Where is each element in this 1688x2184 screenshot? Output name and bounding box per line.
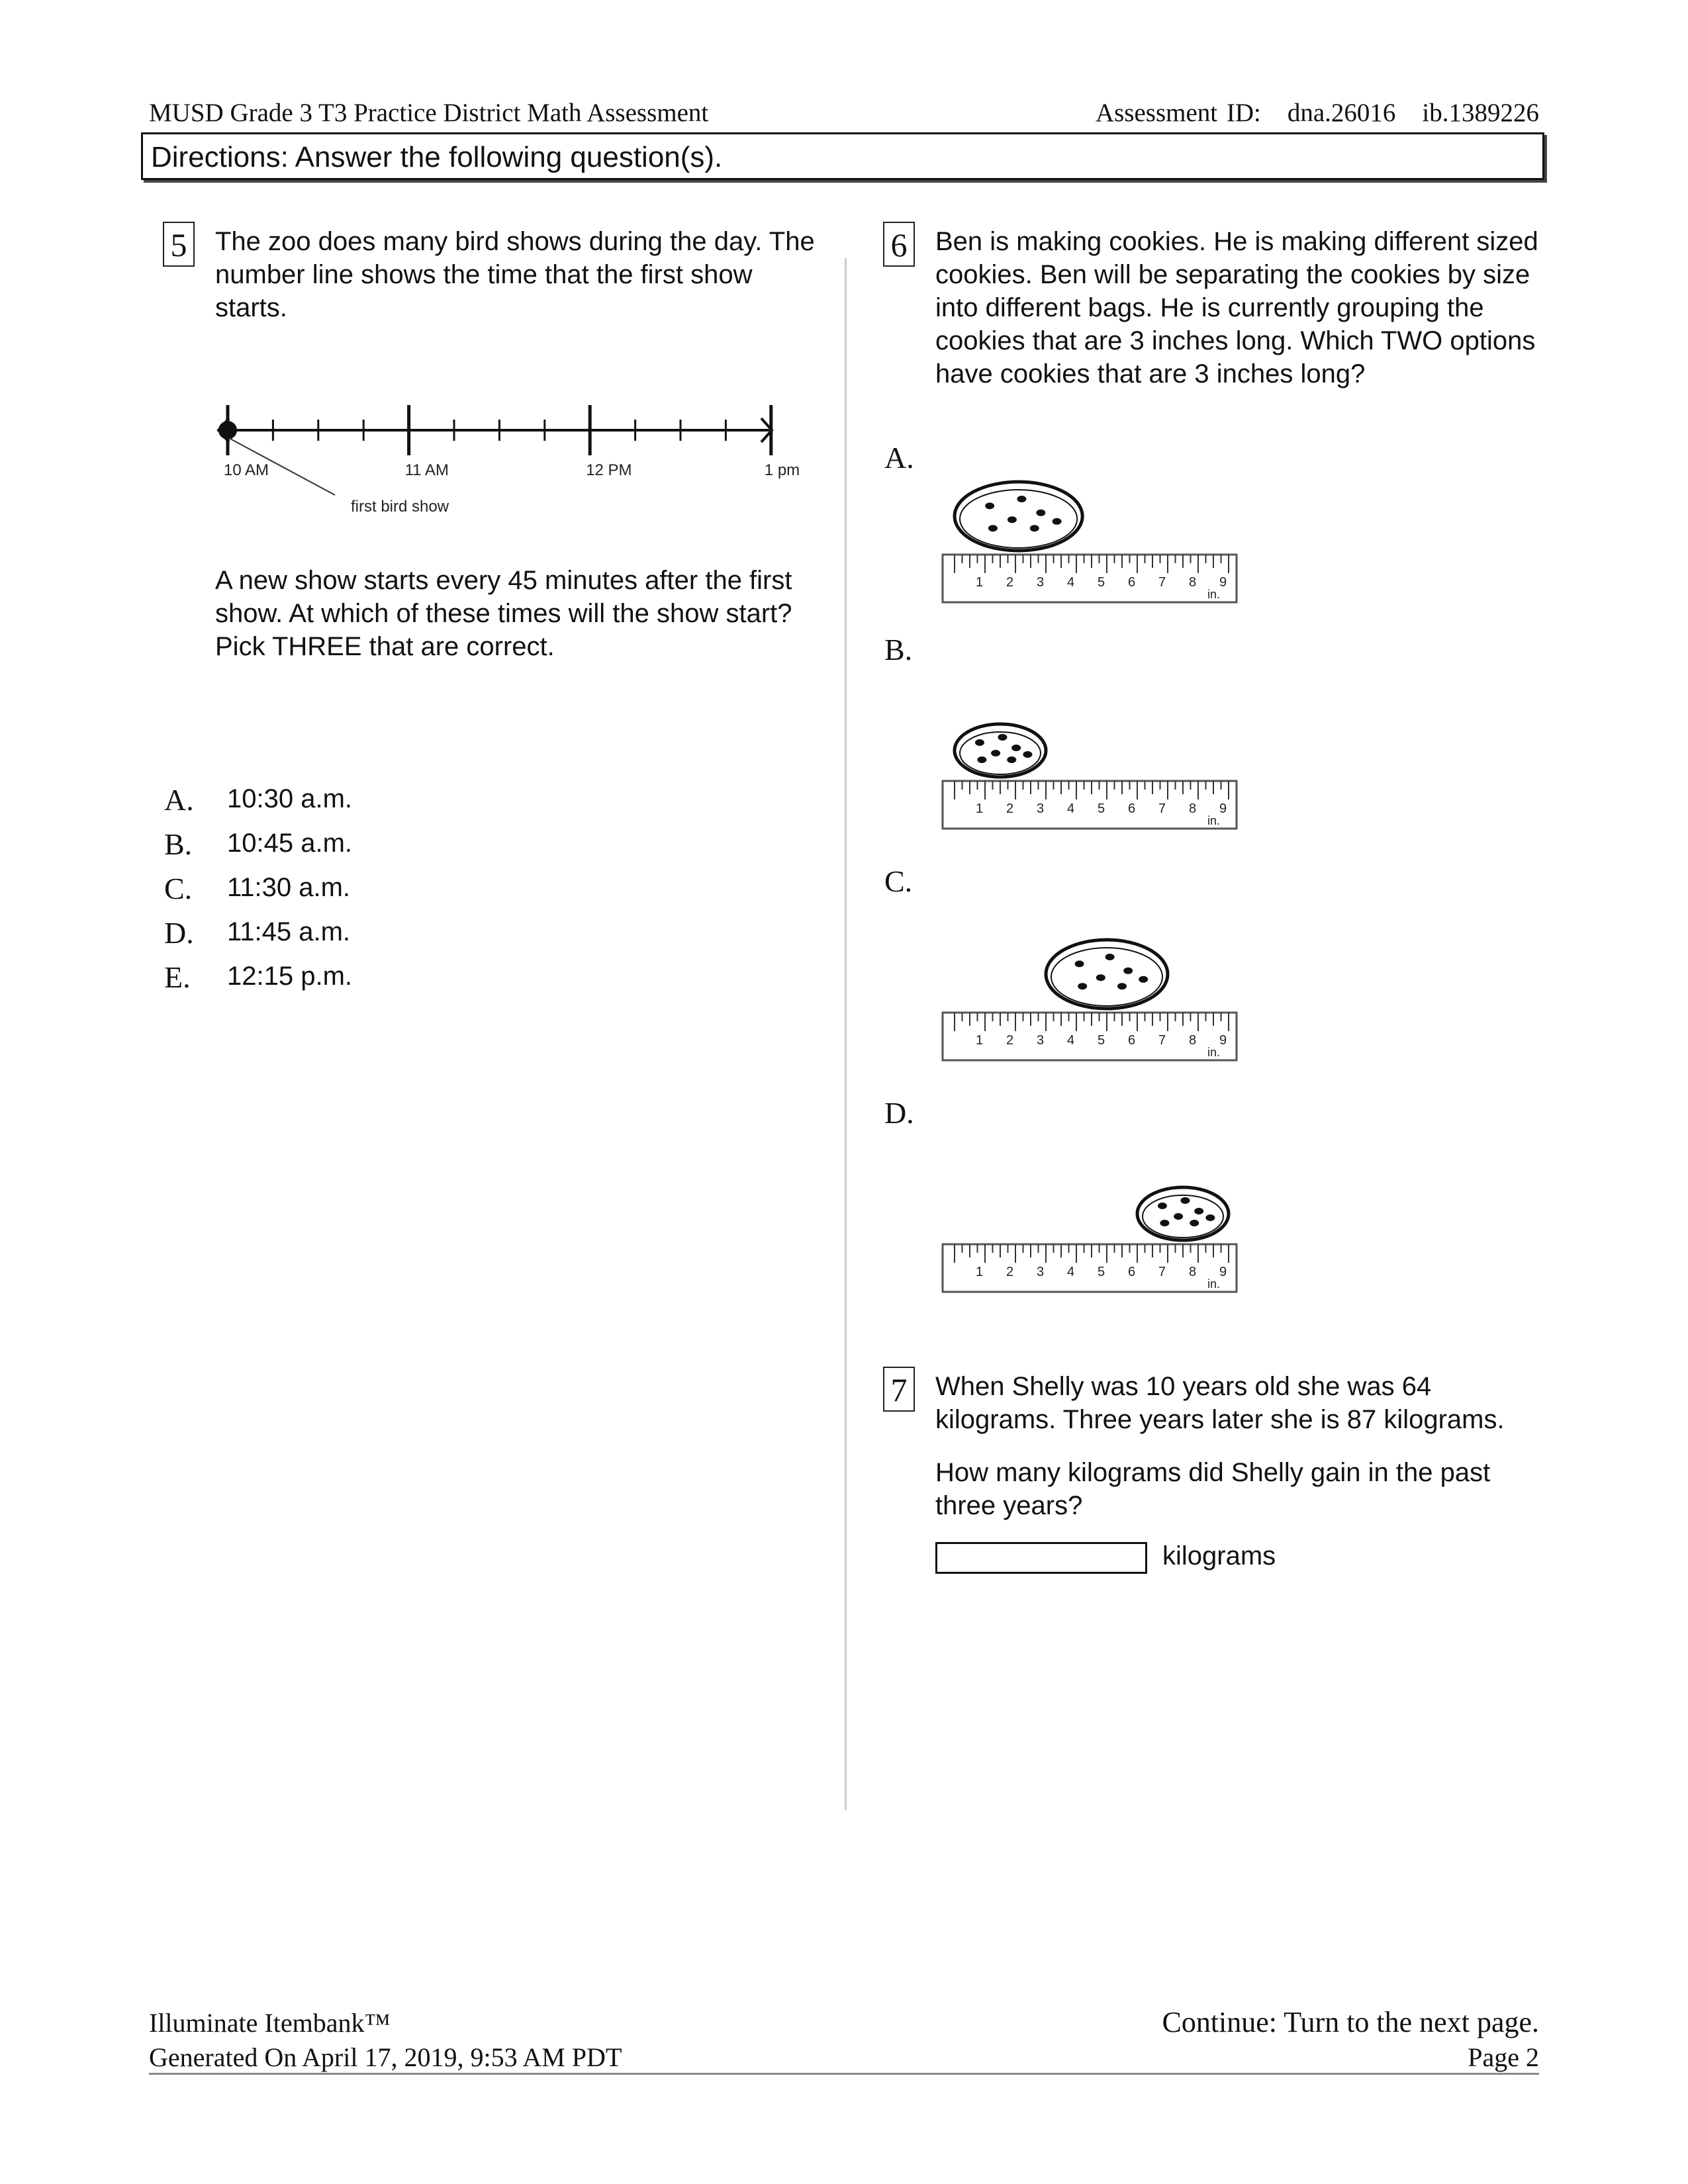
q6-option-d-figure[interactable] [940,1158,1271,1304]
ruler-number: 8 [1189,801,1197,816]
q6-option-b-figure[interactable] [940,695,1271,841]
option-text: 10:30 a.m. [227,784,353,813]
chocolate-chip [1205,1214,1215,1221]
assessment-id: dna.26016 [1287,99,1396,127]
chocolate-chip [985,502,994,509]
q6-option-a-letter[interactable]: A. [884,441,914,475]
footer-continue: Continue: Turn to the next page. [1162,2006,1539,2038]
chocolate-chip [988,525,998,531]
ruler-number: 1 [976,575,984,590]
chocolate-chip [977,756,986,763]
ruler-number: 2 [1006,575,1014,590]
ruler-number: 8 [1189,575,1197,590]
chocolate-chip [975,739,984,746]
chocolate-chip [1008,516,1017,523]
question-5-text: The zoo does many bird shows during the day. The number line shows the time that the first show starts. [215,227,815,322]
chocolate-chip [1117,983,1127,989]
q6-option-c-letter[interactable]: C. [884,864,913,898]
ruler-number: 4 [1067,801,1075,816]
footer-generated: Generated On April 17, 2019, 9:53 AM PDT [149,2042,622,2072]
ruler-number: 3 [1037,1265,1045,1279]
ruler-number: 6 [1128,1033,1136,1048]
option-letter: E. [164,960,191,994]
footer-brand: Illuminate Itembank™ [149,2008,391,2038]
footer-page: Page 2 [1468,2042,1539,2072]
first-show-point [218,421,237,439]
ruler-unit: in. [1207,814,1221,827]
item-bank-id: ib.1389226 [1422,99,1539,127]
number-line-label: 1 pm [764,461,800,479]
column-divider [845,258,847,1810]
callout-label: first bird show [351,498,449,516]
option-d[interactable] [164,915,561,960]
ruler-unit: in. [1207,1046,1221,1059]
assessment-title: MUSD Grade 3 T3 Practice District Math Assessment [149,99,709,127]
ruler-number: 4 [1067,1033,1075,1048]
ruler-number: 9 [1219,1033,1227,1048]
chocolate-chip [1030,525,1039,531]
chocolate-chip [1011,745,1021,751]
number-line-figure [205,390,801,523]
answer-unit: kilograms [1162,1541,1276,1570]
option-letter: D. [164,916,194,950]
number-line-label: 10 AM [224,461,269,479]
ruler-number: 5 [1098,1265,1105,1279]
chocolate-chip [1194,1208,1203,1214]
number-line-label: 11 AM [404,461,449,479]
ruler-number: 7 [1158,1033,1166,1048]
directions-box [141,132,1544,180]
chocolate-chip [998,734,1007,741]
chocolate-chip [1174,1213,1183,1220]
ruler-number: 2 [1006,1265,1014,1279]
assessment-id-label: Assessment ID: [1095,99,1261,127]
q6-option-c-figure[interactable] [940,927,1271,1072]
ruler-number: 6 [1128,1265,1136,1279]
footer-rule [149,2073,1539,2075]
ruler-number: 4 [1067,575,1075,590]
cookie [955,482,1082,551]
chocolate-chip [1075,960,1084,967]
question-6-text: Ben is making cookies. He is making different sized cookies. Ben will be separating the cookies by size into different bags. He is currently grouping the cookies that are 3 inches long. Which TWO options have cookies that are 3 inches long? [935,227,1538,388]
chocolate-chip [1023,751,1032,758]
option-b[interactable] [164,827,561,871]
chocolate-chip [1190,1220,1199,1226]
option-letter: B. [164,827,193,861]
ruler-unit: in. [1207,1277,1221,1291]
chocolate-chip [1160,1220,1169,1226]
ruler-number: 5 [1098,1033,1105,1048]
option-letter: C. [164,872,193,905]
chocolate-chip [1053,518,1062,525]
cookie [1046,940,1168,1009]
question-5-options [164,782,561,1004]
chocolate-chip [1096,974,1105,981]
option-letter: A. [164,783,194,817]
chocolate-chip [1139,976,1148,983]
directions-text: Directions: Answer the following question(s). [151,141,723,173]
question-7-number: 7 [883,1367,915,1412]
chocolate-chip [1017,496,1026,502]
ruler-number: 2 [1006,801,1014,816]
ruler-number: 7 [1158,575,1166,590]
ruler-number: 8 [1189,1033,1197,1048]
ruler-number: 3 [1037,1033,1045,1048]
ruler-number: 1 [976,1033,984,1048]
ruler-unit: in. [1207,588,1221,601]
ruler-number: 1 [976,1265,984,1279]
question-7-text: When Shelly was 10 years old she was 64 kilograms. Three years later she is 87 kilograms. [935,1372,1505,1434]
question-7-prompt: How many kilograms did Shelly gain in the past three years? [935,1458,1491,1520]
option-a[interactable] [164,782,561,827]
ruler-number: 5 [1098,575,1105,590]
chocolate-chip [1036,510,1045,516]
ruler-number: 7 [1158,801,1166,816]
ruler-number: 3 [1037,801,1045,816]
ruler-number: 6 [1128,801,1136,816]
ruler-number: 3 [1037,575,1045,590]
answer-input-box[interactable] [935,1542,1147,1574]
option-text: 10:45 a.m. [227,829,353,858]
ruler-number: 9 [1219,801,1227,816]
option-text: 11:45 a.m. [227,917,351,946]
q6-option-b-letter[interactable]: B. [884,633,913,666]
ruler-number: 5 [1098,801,1105,816]
ruler-number: 9 [1219,1265,1227,1279]
chocolate-chip [1105,954,1115,960]
chocolate-chip [991,750,1000,756]
q6-option-a-figure[interactable] [940,470,1271,615]
number-line-label: 12 PM [586,461,632,479]
ruler-number: 8 [1189,1265,1197,1279]
chocolate-chip [1123,968,1133,974]
option-e[interactable] [164,960,561,1004]
ruler-number: 6 [1128,575,1136,590]
chocolate-chip [1180,1197,1190,1204]
question-5-number: 5 [163,222,195,267]
question-6-number: 6 [883,222,915,267]
ruler-number: 1 [976,801,984,816]
option-c[interactable] [164,871,561,915]
question-5-prompt: A new show starts every 45 minutes after the first show. At which of these times will the show start? Pick THREE that are correct. [215,566,792,661]
ruler-number: 2 [1006,1033,1014,1048]
ruler-number: 4 [1067,1265,1075,1279]
chocolate-chip [1158,1203,1167,1209]
ruler-number: 9 [1219,575,1227,590]
chocolate-chip [1007,756,1016,763]
option-text: 11:30 a.m. [227,873,351,902]
option-text: 12:15 p.m. [227,962,353,991]
chocolate-chip [1078,983,1087,989]
ruler-number: 7 [1158,1265,1166,1279]
assessment-id-line [1096,98,1539,128]
q6-option-d-letter[interactable]: D. [884,1096,914,1130]
